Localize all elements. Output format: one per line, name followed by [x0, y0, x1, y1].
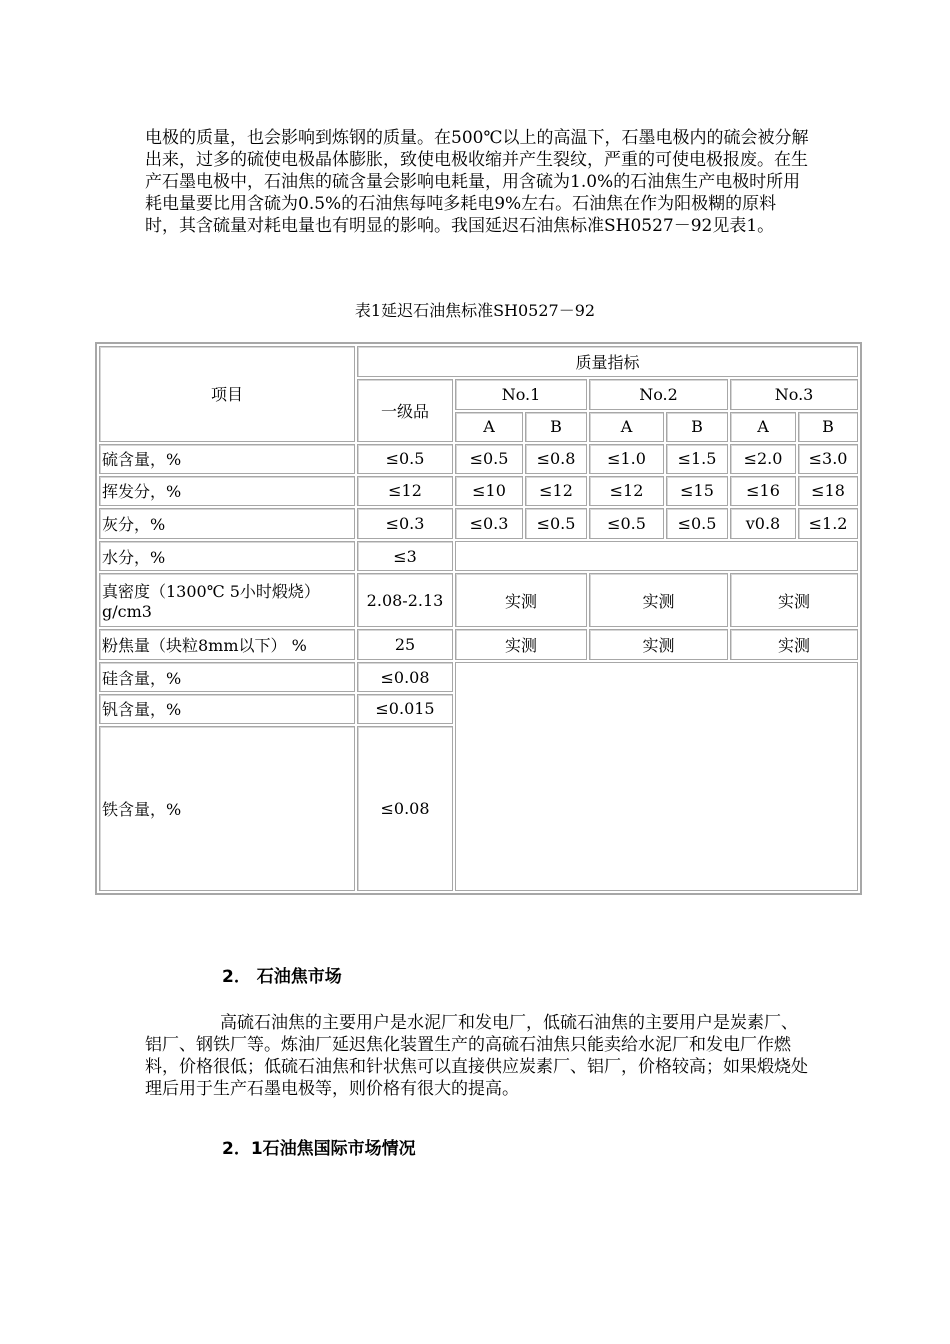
cell: ≤0.08: [357, 726, 453, 891]
section-title: 2． 石油焦市场: [222, 967, 342, 987]
cell: ≤1.5: [666, 444, 728, 474]
header-no1: No.1: [455, 379, 587, 410]
cell: ≤10: [455, 476, 523, 506]
cell: ≤18: [798, 476, 858, 506]
blank-cell: [455, 541, 858, 572]
cell: ≤0.8: [525, 444, 587, 474]
table-caption: 表1延迟石油焦标准SH0527－92: [354, 301, 596, 320]
cell: ≤3: [357, 541, 453, 572]
row-label: 粉焦量（块粒8mm以下） %: [99, 629, 355, 660]
header-no3: No.3: [730, 379, 858, 410]
cell: 25: [357, 629, 453, 660]
cell: ≤0.5: [455, 444, 523, 474]
cell: ≤12: [589, 476, 664, 506]
cell: 2.08-2.13: [357, 573, 453, 627]
cell: ≤0.015: [357, 694, 453, 724]
market-paragraph: [145, 1012, 810, 1100]
header-quality: 质量指标: [357, 346, 858, 377]
petroleum-coke-standard-table: [95, 342, 862, 895]
cell: 实测: [589, 573, 728, 627]
row-label: 硅含量，%: [99, 662, 355, 692]
table-row: [99, 476, 858, 506]
cell: ≤2.0: [730, 444, 796, 474]
cell: ≤1.2: [798, 508, 858, 539]
table-row: [99, 573, 858, 627]
cell: 实测: [589, 629, 728, 660]
cell: ≤12: [357, 476, 453, 506]
subsection-title: 2．1石油焦国际市场情况: [222, 1139, 416, 1159]
header-item: 项目: [99, 346, 355, 442]
cell: ≤16: [730, 476, 796, 506]
row-label: 铁含量，%: [99, 726, 355, 891]
cell: ≤3.0: [798, 444, 858, 474]
cell: ≤0.5: [589, 508, 664, 539]
cell: ≤0.5: [525, 508, 587, 539]
row-label: 水分，%: [99, 541, 355, 572]
cell: ≤0.5: [666, 508, 728, 539]
cell: 实测: [455, 629, 587, 660]
row-label: 硫含量，%: [99, 444, 355, 474]
cell: ≤1.0: [589, 444, 664, 474]
row-label: 灰分，%: [99, 508, 355, 539]
cell: ≤0.5: [357, 444, 453, 474]
header-sub-a: A: [589, 412, 664, 442]
table-row: [99, 541, 858, 572]
row-label: 真密度（1300℃ 5小时煅烧）g/cm3: [99, 573, 355, 627]
intro-paragraph: 电极的质量，也会影响到炼钢的质量。在500℃以上的高温下，石墨电极内的硫会被分解出来，过多的硫使电极晶体膨胀，致使电极收缩并产生裂纹，严重的可使电极报废。在生产石墨电极中，石油焦的硫含量会影响电耗量，用含硫为1.0%的石油焦生产电极时所用耗电量要比用含硫为0.5%的石油焦每吨多耗电9%左右。石油焦在作为阳极糊的原料时，其含硫量对耗电量也有明显的影响。我国延迟石油焦标准SH0527－92见表1。: [145, 128, 809, 236]
cell: 实测: [455, 573, 587, 627]
header-sub-b: B: [798, 412, 858, 442]
cell: ≤12: [525, 476, 587, 506]
table-row: [99, 508, 858, 539]
header-sub-b: B: [666, 412, 728, 442]
table-row: [99, 662, 858, 692]
table-row: [99, 629, 858, 660]
header-sub-a: A: [455, 412, 523, 442]
row-label: 钒含量，%: [99, 694, 355, 724]
cell: ≤0.3: [455, 508, 523, 539]
cell: 实测: [730, 573, 858, 627]
cell: ≤0.08: [357, 662, 453, 692]
cell: ≤15: [666, 476, 728, 506]
row-label: 挥发分，%: [99, 476, 355, 506]
cell: 实测: [730, 629, 858, 660]
header-grade1: 一级品: [357, 379, 453, 442]
header-sub-b: B: [525, 412, 587, 442]
header-sub-a: A: [730, 412, 796, 442]
market-paragraph-text: 高硫石油焦的主要用户是水泥厂和发电厂，低硫石油焦的主要用户是炭素厂、铝厂、钢铁厂等。炼油厂延迟焦化装置生产的高硫石油焦只能卖给水泥厂和发电厂作燃料，价格很低；低硫石油焦和针状焦可以直接供应炭素厂、铝厂，价格较高；如果煅烧处理后用于生产石墨电极等，则价格有很大的提高。: [145, 1013, 808, 1099]
cell: ≤0.3: [357, 508, 453, 539]
table-row: [99, 444, 858, 474]
header-no2: No.2: [589, 379, 728, 410]
blank-cell: [455, 662, 858, 891]
cell: v0.8: [730, 508, 796, 539]
